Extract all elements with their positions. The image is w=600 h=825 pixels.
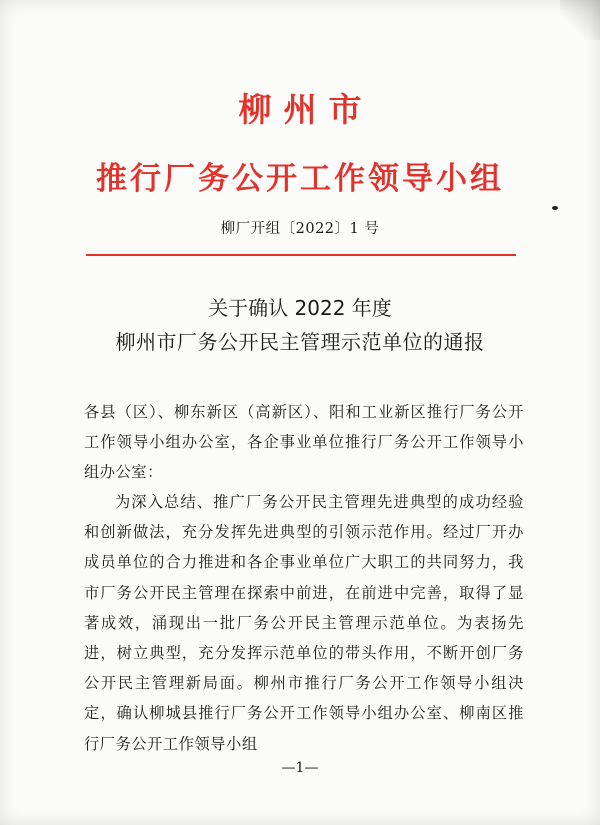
document-number: 柳厂开组〔2022〕1 号 <box>220 221 380 237</box>
red-divider-line <box>86 254 516 256</box>
page-number: —1— <box>281 760 319 776</box>
addressee-paragraph: 各县（区）、柳东新区（高新区）、阳和工业新区推行厂务公开工作领导小组办公室，各企事业单位推行厂务公开工作领导小组办公室： <box>84 403 524 482</box>
document-title-line2: 柳州市厂务公开民主管理示范单位的通报 <box>115 330 485 354</box>
body-paragraph: 为深入总结、推广厂务公开民主管理先进典型的成功经验和创新做法，充分发挥先进典型的引领示范作用。经过厂开办成员单位的合力推进和各企事业单位广大职工的共同努力，我市厂务公开民主管理在探索中前进，在前进中完善，取得了显著成效，涌现出一批厂务公开民主管理示范单位。为表扬先进，树立典型，充分发挥示范单位的带头作用，不断开创厂务公开民主管理新局面。柳州市推行厂务公开工作领导小组决定，确认柳城县推行厂务公开工作领导小组办公室、柳南区推行厂务公开工作领导小组 <box>84 493 524 753</box>
issuing-org-name: 推行厂务公开工作领导小组 <box>96 161 504 197</box>
scan-corner-shadow <box>560 0 600 40</box>
document-title-line1: 关于确认 2022 年度 <box>208 296 392 320</box>
scan-speck <box>552 206 558 210</box>
issuing-org-city: 柳州市 <box>238 90 374 129</box>
